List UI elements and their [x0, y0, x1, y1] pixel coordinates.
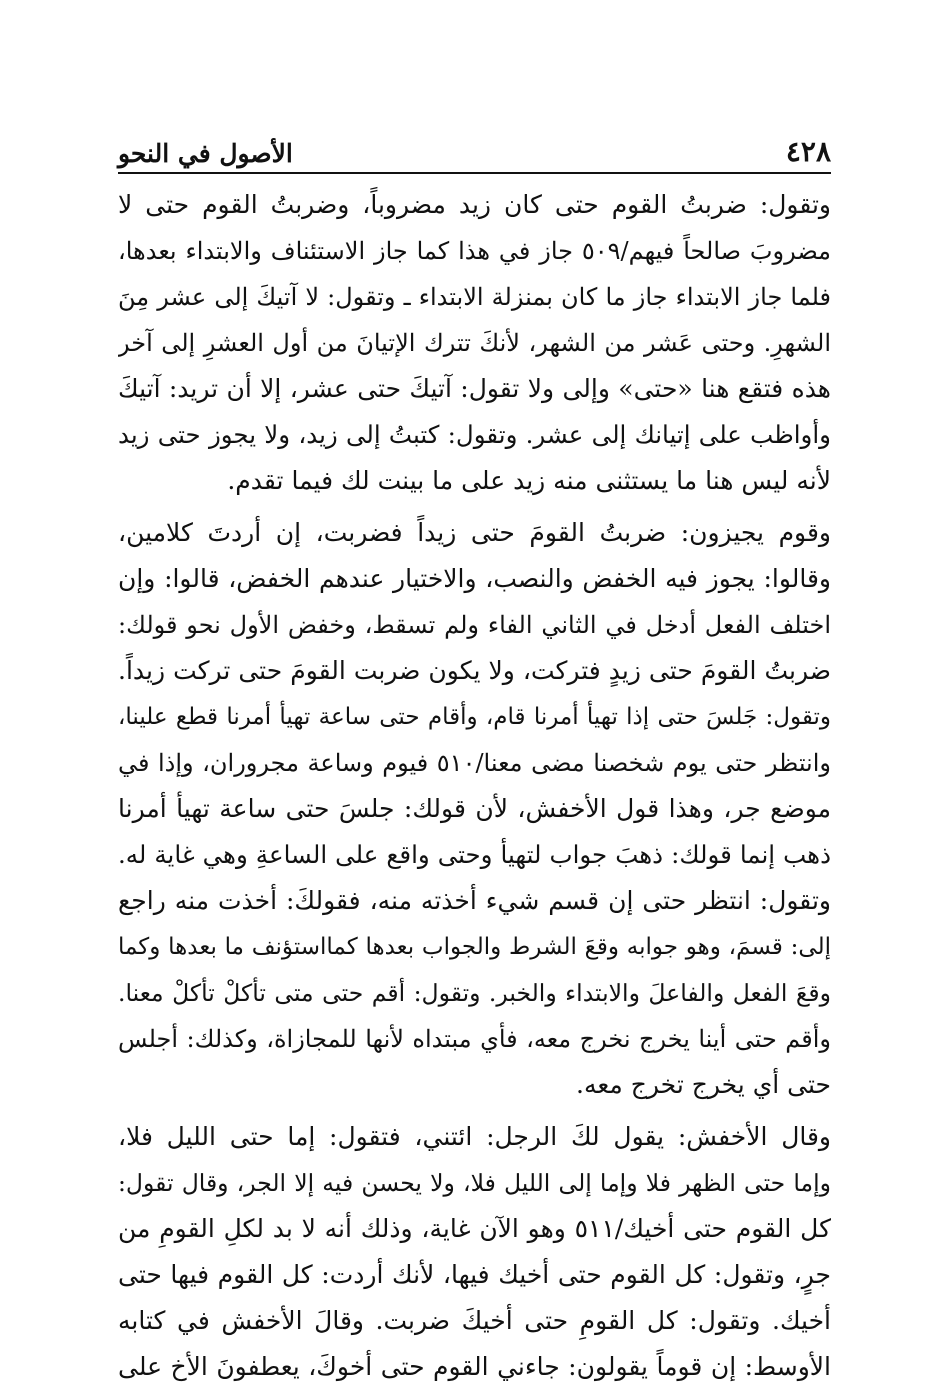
text-line: حتى أي يخرج تخرج معه. — [576, 1070, 831, 1099]
book-title: الأصول في النحو — [118, 139, 293, 168]
text-line: وأقم حتى أينا يخرج نخرج معه، فأي مبتداه لأنها للمجازاة، وكذلك: أجلس — [118, 1025, 831, 1053]
text-line: وتقول: جَلسَ حتى إذا تهيأ أمرنا قام، وأقام حتى ساعة تهيأ أمرنا قطع علينا، — [118, 704, 831, 730]
text-line: وقعَ الفعل والفاعلَ والابتداء والخبر. وتقول: أقم حتى متى تأكلْ تأكلْ معنا. — [118, 979, 831, 1007]
page-number: ٤٢٨ — [785, 135, 831, 168]
paragraph — [118, 510, 831, 1108]
text-line: موضع جر، وهذا قول الأخفش، لأن قولك: جلسَ حتى ساعة تهيأ أمرنا — [118, 794, 831, 823]
text-line: مضروبَ صالحاً فيهم/٥٠٩ جاز في هذا كما جاز الاستئناف والابتداء بعدها، — [118, 237, 831, 265]
paragraph — [118, 182, 831, 504]
text-line: وتقول: ضربتُ القوم حتى كان زيد مضروباً، وضربتُ القوم حتى لا — [118, 190, 831, 219]
text-line: ذهب إنما قولك: ذهبَ جواب لتهيأ وحتى واقع على الساعةِ وهي غاية له. — [118, 840, 831, 869]
text-line: فلما جاز الابتداء جاز ما كان بمنزلة الابتداء ـ وتقول: لا آتيكَ إلى عشر مِنَ — [118, 283, 831, 311]
text-line: لأنه ليس هنا ما يستثنى منه زيد على ما بينت لك فيما تقدم. — [227, 466, 831, 495]
text-line: وانتظر حتى يوم شخصنا مضى معنا/٥١٠ فيوم وساعة مجروران، وإذا في — [118, 749, 831, 777]
text-line: ضربتُ القومَ حتى زيدٍ فتركت، ولا يكون ضربت القومَ حتى تركت زيداً. — [118, 656, 831, 685]
text-line: اختلف الفعل أدخل في الثاني الفاء ولم تسقط، وخفض الأول نحو قولك: — [118, 611, 831, 639]
text-line: أخيك. وتقول: كل القومِ حتى أخيكَ ضربت. وقالَ الأخفش في كتابه — [118, 1306, 831, 1335]
text-line: وإما حتى الظهر فلا وإما إلى الليل فلا، ولا يحسن فيه إلا الجر، وقال تقول: — [118, 1169, 831, 1197]
text-line: جرٍ، وتقول: كل القوم حتى أخيك فيها، لأنك أردت: كل القوم فيها حتى — [118, 1260, 831, 1289]
running-header — [118, 128, 831, 174]
paragraph — [118, 1114, 831, 1390]
text-line: وقالوا: يجوز فيه الخفض والنصب، والاختيار عندهم الخفض، قالوا: وإن — [118, 564, 831, 593]
text-line: هذه فتقع هنا «حتى» وإلى ولا تقول: آتيكَ حتى عشر، إلا أن تريد: آتيكَ — [118, 374, 831, 403]
text-line: وقال الأخفش: يقول لكَ الرجل: ائتني، فتقول: إما حتى الليل فلا، — [118, 1122, 831, 1151]
text-line: إلى: قسمَ، وهو جوابه وقعَ الشرط والجواب بعدها كمااستؤنف ما بعدها وكما — [118, 934, 831, 960]
text-line: الشهرِ. وحتى عَشر من الشهر، لأنكَ تترك الإتيانَ من أول العشرِ إلى آخر — [118, 329, 831, 357]
text-line: وتقول: انتظر حتى إن قسم شيء أخذته منه، فقولكَ: أخذت منه راجع — [118, 886, 831, 915]
text-line: وقوم يجيزون: ضربتُ القومَ حتى زيداً فضربت، إن أردتَ كلامين، — [118, 518, 831, 547]
text-line: وأواظب على إتيانك إلى عشر. وتقول: كتبتُ إلى زيد، ولا يجوز حتى زيد — [118, 420, 831, 449]
text-line: الأوسط: إن قوماً يقولون: جاءني القوم حتى أخوكَ، يعطفونَ الأخ على — [118, 1352, 831, 1381]
page-body — [118, 182, 831, 1390]
text-line: كل القوم حتى أخيك/٥١١ وهو الآن غاية، وذلك أنه لا بد لكلِ القومِ من — [118, 1214, 831, 1243]
